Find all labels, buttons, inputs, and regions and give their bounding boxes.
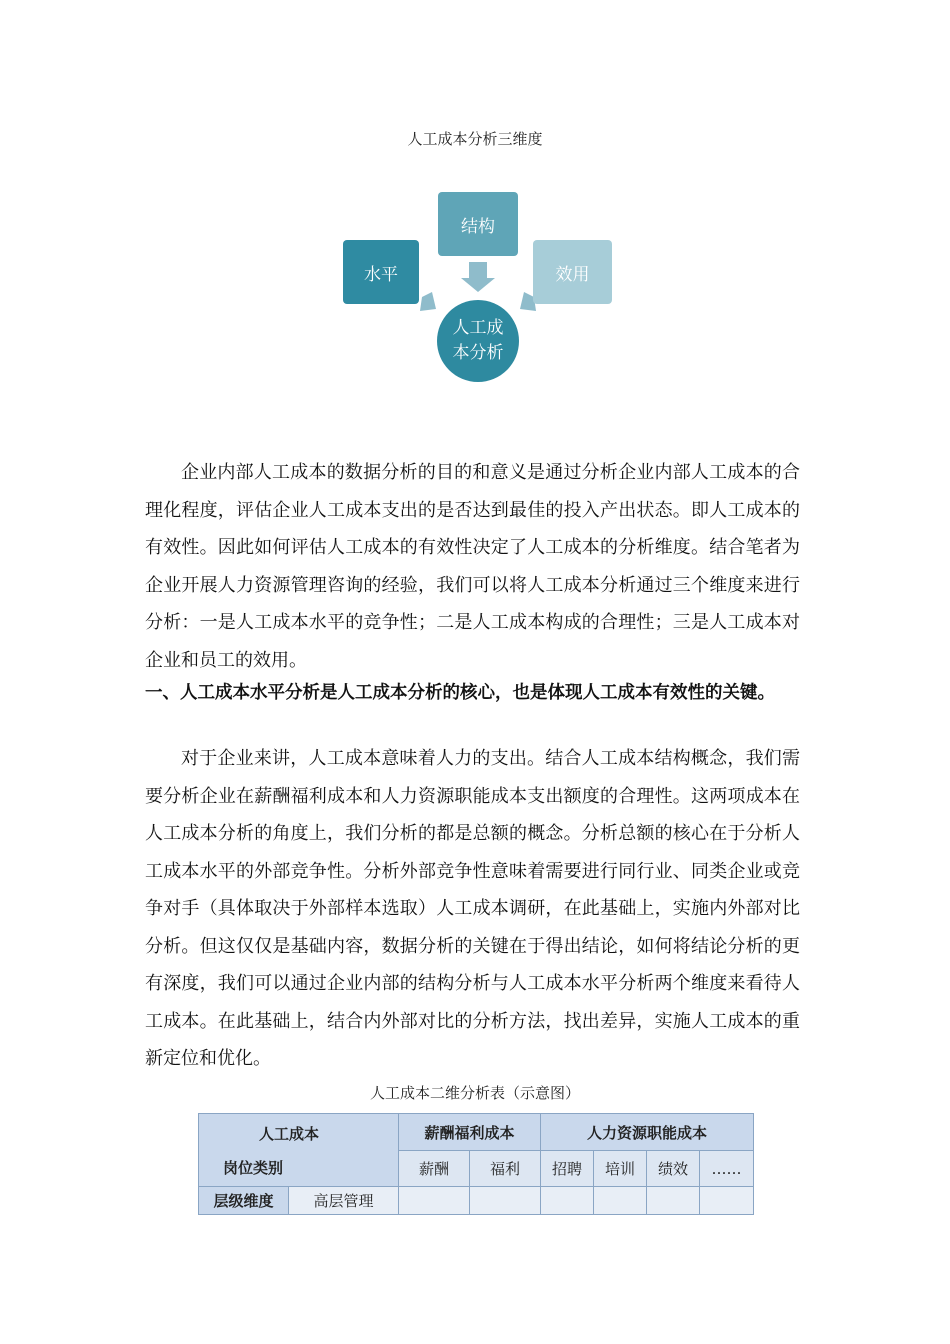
group-header-compensation: 薪酬福利成本 [399,1114,541,1151]
diagram-box-level: 水平 [343,240,419,304]
corner-top-label: 人工成本 [259,1125,320,1143]
center-label [447,316,509,366]
table-cell [399,1187,470,1215]
table-cell [541,1187,594,1215]
diagram-caption: 人工成本分析三维度 [407,130,543,148]
diagram-box-effect: 效用 [533,240,612,304]
sub-header: 福利 [470,1151,541,1187]
row-value: 高层管理 [289,1187,399,1215]
corner-bottom-label: 岗位类别 [223,1159,284,1177]
sub-header: 招聘 [541,1151,594,1187]
table-cell [700,1187,754,1215]
sub-header: …… [700,1151,754,1187]
arrow-down-icon [461,262,495,292]
table-cell [647,1187,700,1215]
table-corner-cell [199,1114,399,1187]
sub-header: 绩效 [647,1151,700,1187]
sub-header: 薪酬 [399,1151,470,1187]
paragraph-section-1: 对于企业来讲，人工成本意味着人力的支出。结合人工成本结构概念，我们需要分析企业在薪酬福利成本和人力资源职能成本支出额度的合理性。这两项成本在人工成本分析的角度上，我们分析的都是总额的概念。分析总额的核心在于分析人工成本水平的外部竞争性。分析外部竞争性意味着需要进行同行业、同类企业或竞争对手（具体取决于外部样本选取）人工成本调研，在此基础上，实施内外部对比分析。但这仅仅是基础内容，数据分析的关键在于得出结论，如何将结论分析的更有深度，我们可以通过企业内部的结构分析与人工成本水平分析两个维度来看待人工成本。在此基础上，结合内外部对比的分析方法，找出差异，实施人工成本的重新定位和优化。 [145,748,800,1069]
arrow-right-down-icon [420,292,436,311]
row-label: 层级维度 [199,1187,289,1215]
sub-header: 培训 [594,1151,647,1187]
analysis-table [198,1113,754,1215]
table-cell [470,1187,541,1215]
diagram-center-circle [437,300,519,382]
diagram-box-structure: 结构 [438,192,518,256]
group-header-hr-function: 人力资源职能成本 [541,1114,754,1151]
table-cell [594,1187,647,1215]
table-caption: 人工成本二维分析表（示意图） [369,1084,580,1102]
center-label-line1: 人工成 [452,318,504,338]
paragraph-intro: 企业内部人工成本的数据分析的目的和意义是通过分析企业内部人工成本的合理化程度，评估企业人工成本支出的是否达到最佳的投入产出状态。即人工成本的有效性。因此如何评估人工成本的有效性决定了人工成本的分析维度。结合笔者为企业开展人力资源管理咨询的经验，我们可以将人工成本分析通过三个维度来进行分析：一是人工成本水平的竞争性；二是人工成本构成的合理性；三是人工成本对企业和员工的效用。 [145,462,800,671]
section-heading-1: 一、人工成本水平分析是人工成本分析的核心，也是体现人工成本有效性的关键。 [145,683,775,703]
center-label-line2: 本分析 [452,343,504,363]
